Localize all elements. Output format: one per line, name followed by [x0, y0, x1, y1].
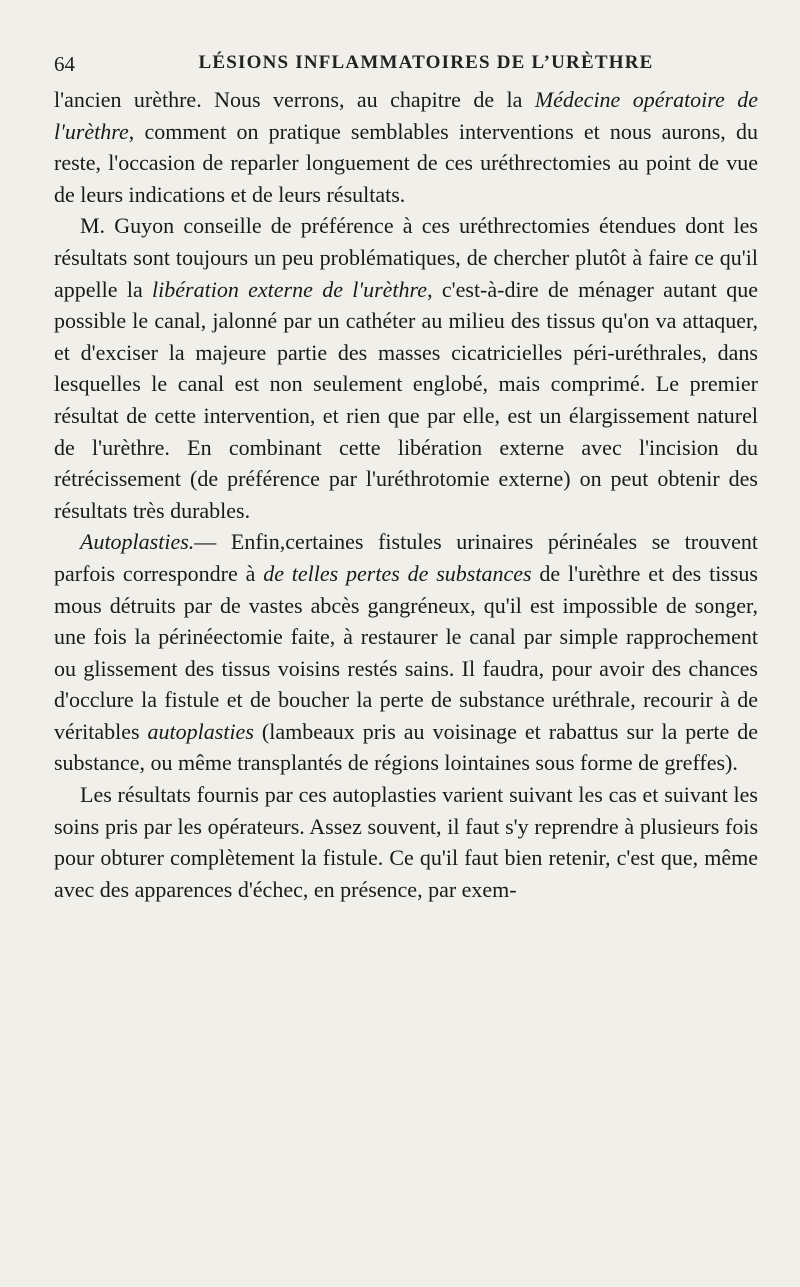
running-title: LÉSIONS INFLAMMATOIRES DE L’URÈTHRE	[198, 52, 654, 73]
paragraph	[54, 526, 758, 779]
text-segment: , comment on pratique semblables interventions et nous aurons, du reste, l'occasion de reparler longuement de ces uréthrectomies au point de vue de leurs indications et de leurs résultats.	[54, 118, 758, 207]
text-segment: Les résultats fournis par ces autoplasties varient suivant les cas et suivant les soins pris par les opérateurs. Assez souvent, il faut s'y reprendre à plusieurs fois pour obturer complètement la fistule. Ce qu'il faut bien retenir, c'est que, même avec des apparences d'échec, en présence, par exem-	[54, 782, 758, 902]
running-head	[54, 44, 758, 78]
body-text	[54, 84, 758, 905]
text-segment: — Enfin,certaines fistules urinaires périnéales se trouvent parfois correspondre à	[54, 529, 758, 586]
paragraph	[54, 84, 758, 210]
italic-segment: libération externe de l'urèthre	[152, 276, 428, 302]
italic-segment: Autoplasties.	[80, 529, 195, 555]
text-segment: l'ancien urèthre. Nous verrons, au chapitre de la	[54, 87, 535, 112]
italic-segment: autoplasties	[147, 718, 254, 744]
text-segment: M. Guyon conseille de préférence à ces uréthrectomies étendues dont les résultats sont toujours un peu problématiques, de chercher plutôt à faire ce qu'il appelle la	[54, 213, 758, 302]
text-segment: (lambeaux pris au voisinage et rabattus sur la perte de substance, ou même transplantés de régions lointaines sous forme de greffes).	[54, 718, 758, 776]
paragraph	[54, 779, 758, 905]
text-segment: de l'urèthre et des tissus mous détruits par de vastes abcès gangréneux, qu'il est impossible de songer, une fois la périnéectomie faite, à restaurer le canal par simple rapprochement ou glissement des tissus voisins restés sains. Il faudra, pour avoir des chances d'occlure la fistule et de boucher la perte de substance uréthrale, recourir à de véritables	[54, 560, 758, 744]
paragraph	[54, 210, 758, 526]
italic-segment: Médecine opératoire de l'urèthre	[54, 87, 758, 144]
italic-segment: de telles pertes de substances	[263, 560, 532, 586]
text-segment: , c'est-à-dire de ménager autant que possible le canal, jalonné par un cathéter au milieu des tissus qu'on va attaquer, et d'exciser la majeure partie des masses cicatricielles péri-uréthrales, dans lesquelles le canal est non seulement englobé, mais comprimé. Le premier résultat de cette intervention, et rien que par elle, est un élargissement naturel de l'urèthre. En combinant cette libération externe avec l'incision du rétrécissement (de préférence par l'uréthrotomie externe) on peut obtenir des résultats très durables.	[54, 276, 758, 523]
page-number: 64	[54, 52, 75, 76]
